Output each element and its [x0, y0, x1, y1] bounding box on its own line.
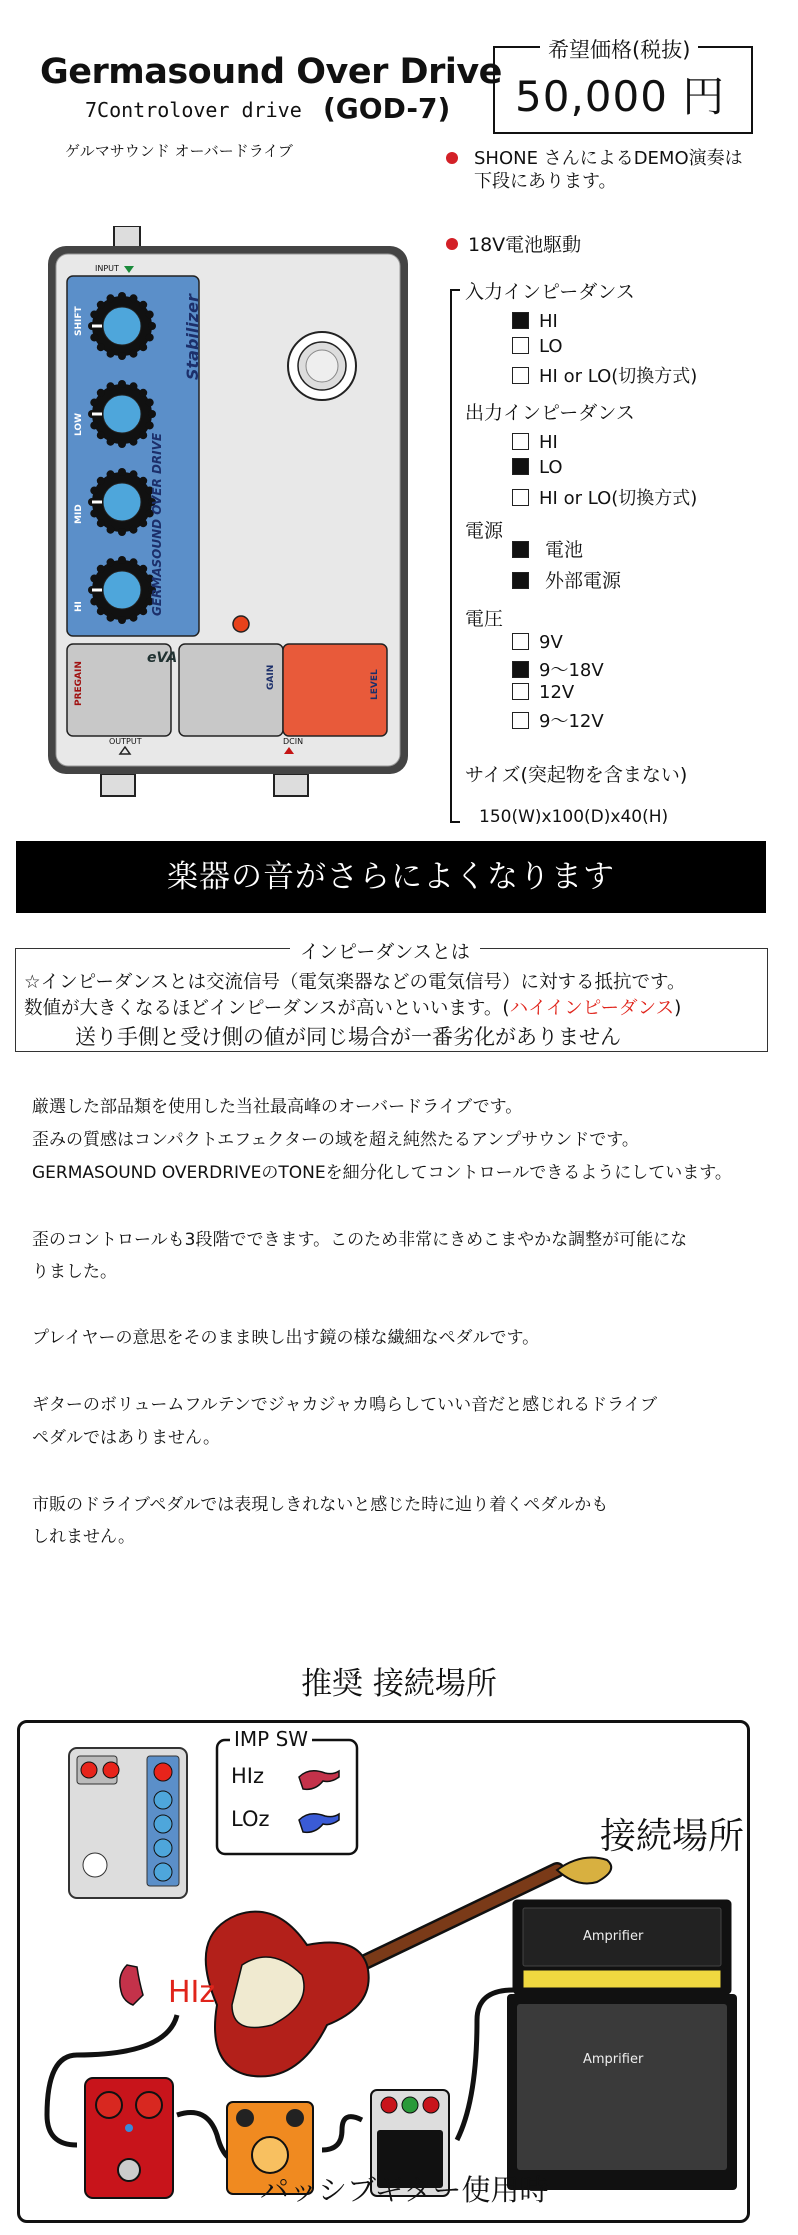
checkbox-icon: [512, 489, 529, 506]
price-value: 50,000 円: [515, 72, 726, 121]
description-line: ペダルではありません。: [32, 1428, 221, 1448]
eva-logo: eVA: [147, 650, 178, 666]
bullet-icon: [446, 238, 458, 250]
description-line: GERMASOUND OVERDRIVEのTONEを細分化してコントロールできるようにしています。: [32, 1163, 732, 1183]
checkbox-icon: [512, 433, 529, 450]
stabilizer-text: Stabilizer: [183, 294, 202, 380]
knob: [103, 307, 141, 345]
knob: [103, 571, 141, 609]
description-line: 市販のドライブペダルでは表現しきれないと感じた時に辿り着くペダルかも: [32, 1495, 609, 1515]
knob-label-gain: GAIN: [266, 664, 276, 690]
checkbox-icon: [512, 337, 529, 354]
knob-label-hi: HI: [74, 601, 84, 612]
pedal-brand-text: GERMASOUND OVER DRIVE: [150, 432, 164, 616]
amp-cab-label: Amprifier: [583, 2052, 644, 2067]
voltage-opt-9-18v: 9〜18V: [512, 656, 604, 682]
bullet-icon: [446, 152, 458, 164]
output-opt-hi: HI: [512, 432, 558, 453]
checkbox-icon: [512, 661, 529, 678]
power-title: 電源: [465, 520, 504, 542]
input-impedance-title: 入力インピーダンス: [465, 281, 635, 303]
power-opt-external: 外部電源: [512, 566, 621, 593]
imp-loz-label: LOz: [231, 1807, 270, 1831]
description-line: プレイヤーの意思をそのまま映し出す鏡の様な繊細なペダルです。: [32, 1328, 540, 1348]
checkbox-icon: [512, 712, 529, 729]
amp-head-label: Amprifier: [583, 1929, 644, 1944]
checkbox-icon: [512, 458, 529, 475]
size-title: サイズ(突起物を含まない): [465, 764, 688, 786]
passive-guitar-caption: パッシブギター使用時: [260, 2173, 549, 2207]
knob-label-level: LEVEL: [370, 669, 380, 700]
output-opt-lo: LO: [512, 457, 563, 478]
product-kana: ゲルマサウンド オーバードライブ: [65, 142, 293, 160]
knob: [103, 483, 141, 521]
connect-location-label: 接続場所: [600, 1816, 745, 1857]
voltage-opt-9v: 9V: [512, 632, 563, 653]
knob: [103, 395, 141, 433]
checkbox-icon: [512, 541, 529, 558]
hiz-marker: HIz: [168, 1975, 216, 2010]
model-number: (GOD-7): [323, 92, 451, 125]
impedance-line3: 送り手側と受け側の値が同じ場合が一番劣化がありません: [75, 1025, 621, 1049]
dcin-label: DCIN: [283, 737, 304, 746]
input-opt-switch: HI or LO(切換方式): [512, 362, 697, 388]
checkbox-icon: [512, 312, 529, 329]
product-subtitle: 7Controlover drive: [85, 98, 302, 122]
high-impedance-term: ハイインピーダンス: [509, 998, 675, 1019]
description-line: しれません。: [32, 1527, 136, 1547]
battery-note: 18V電池駆動: [468, 234, 582, 256]
voltage-opt-9-12v: 9〜12V: [512, 707, 604, 733]
checkbox-icon: [512, 367, 529, 384]
size-value: 150(W)x100(D)x40(H): [479, 807, 669, 827]
checkbox-icon: [512, 683, 529, 700]
spec-bracket: [448, 288, 462, 828]
output-opt-switch: HI or LO(切換方式): [512, 484, 697, 510]
impedance-line1: ☆インピーダンスとは交流信号（電気楽器などの電気信号）に対する抵抗です。: [24, 972, 686, 993]
checkbox-icon: [512, 633, 529, 650]
voltage-title: 電圧: [465, 608, 504, 630]
checkbox-icon: [512, 572, 529, 589]
output-impedance-title: 出力インピーダンス: [465, 402, 635, 424]
input-label: INPUT: [95, 264, 119, 273]
imp-sw-label: IMP SW: [230, 1727, 312, 1751]
connection-diagram: [17, 1720, 750, 2223]
description-line: 歪のコントロールも3段階でできます。このため非常にきめこまやかな調整が可能にな: [32, 1230, 688, 1250]
power-opt-battery: 電池: [512, 535, 583, 562]
impedance-line2: 数値が大きくなるほどインピーダンスが高いといいます。(ハイインピーダンス): [24, 998, 682, 1019]
recommend-title: 推奨 接続場所: [301, 1666, 497, 1702]
demo-note-line2: 下段にあります。: [474, 171, 617, 192]
price-label: 希望価格(税抜): [540, 34, 698, 64]
knob-label-shift: SHIFT: [74, 306, 84, 336]
description-line: 歪みの質感はコンパクトエフェクターの域を超え純然たるアンプサウンドです。: [32, 1130, 639, 1150]
imp-hiz-label: HIz: [231, 1764, 265, 1788]
impedance-heading: インピーダンスとは: [290, 937, 480, 964]
knob-label-mid: MID: [74, 504, 84, 524]
voltage-opt-12v: 12V: [512, 682, 574, 703]
input-opt-hi: HI: [512, 311, 558, 332]
demo-note-line1: SHONE さんによるDEMO演奏は: [474, 148, 743, 169]
input-opt-lo: LO: [512, 336, 563, 357]
knob-label-low: LOW: [74, 413, 84, 436]
product-title: Germasound Over Drive: [40, 52, 502, 92]
description-line: りました。: [32, 1262, 117, 1282]
description-line: ギターのボリュームフルテンでジャカジャカ鳴らしていい音だと感じれるドライブ: [32, 1395, 658, 1415]
description-line: 厳選した部品類を使用した当社最高峰のオーバードライブです。: [32, 1097, 523, 1117]
banner: 楽器の音がさらによくなります: [16, 841, 766, 913]
knob-label-pregain: PREGAIN: [74, 661, 84, 706]
pedal-illustration: [44, 226, 419, 806]
output-label: OUTPUT: [109, 737, 142, 746]
